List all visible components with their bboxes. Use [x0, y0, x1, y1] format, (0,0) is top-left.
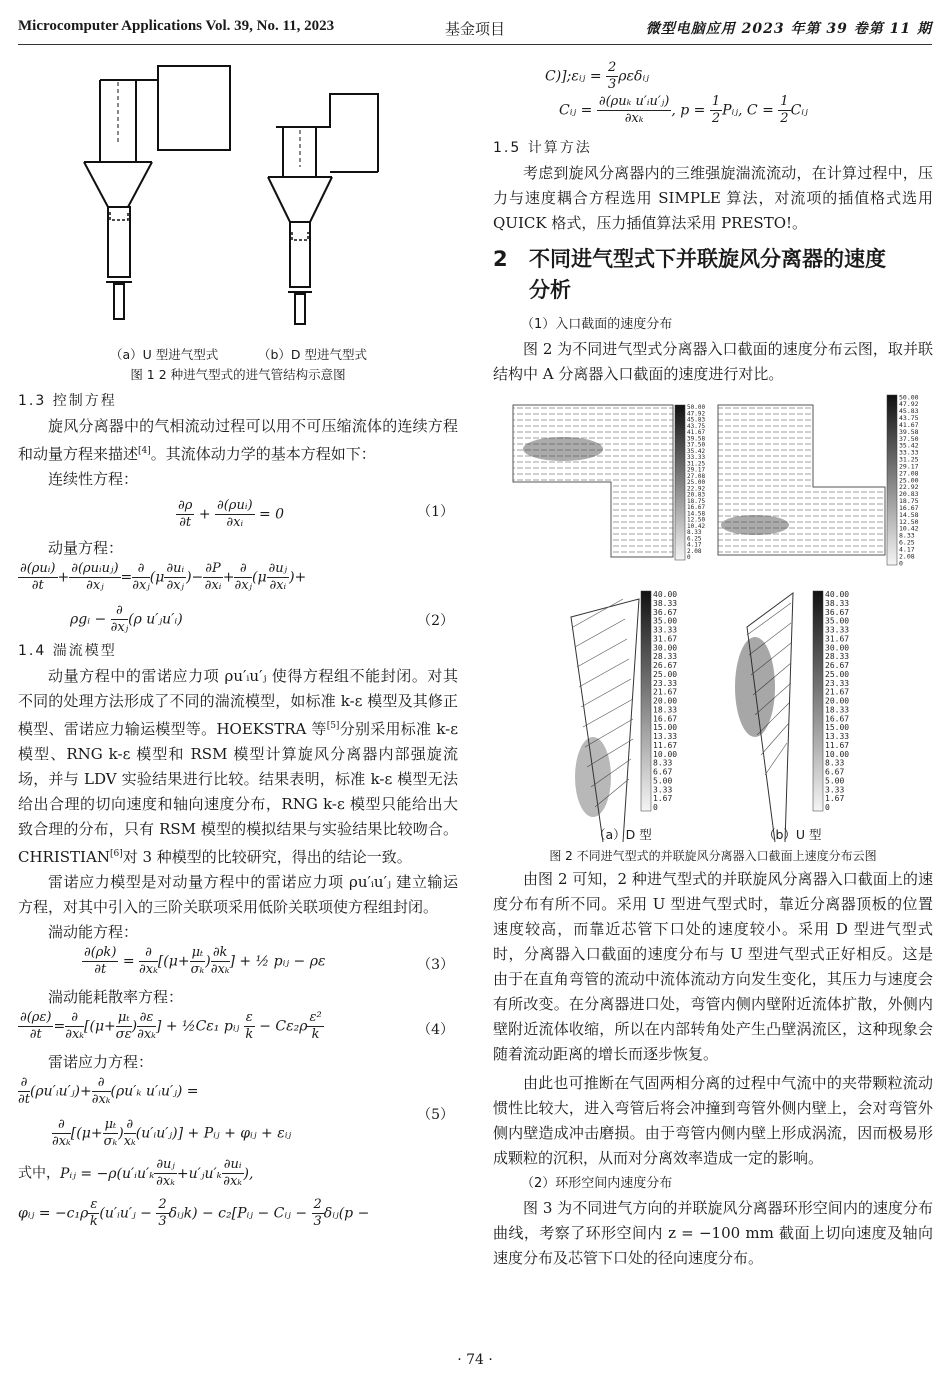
scale-tick-label: 15.00: [653, 723, 678, 733]
figure-2: [493, 387, 933, 845]
scale-tick-label: 33.33: [653, 625, 678, 635]
where-label: 式中，: [18, 1165, 60, 1182]
scale-tick-label: 10.00: [825, 749, 850, 759]
equation-cij: Cᵢⱼ = $\frac{\text{∂(ρuₖ u′ᵢu′ⱼ)}}{\text{∂xₖ}}$ , p = $\frac{1}{2}$ Pᵢⱼ, C = $\frac{1}{2}$ Cᵢⱼ: [559, 94, 808, 126]
sec2-heading: [493, 244, 933, 306]
fig2-discussion-1: 由图 2 可知，2 种进气型式的并联旋风分离器入口截面上的速度分布有所不同。采用 U 型进气型式时，靠近分离器顶板的位置速度较高，而靠近芯管下口处的速度较小。采用 D 型进气型式时，分离器入口截面的速度分布与 U 型进气型式正好相反。这是由于在直角弯管的流动中流体流动方向发生变化，其压力与速度会有所改变。在分离器进口处，弯管内侧内壁附近流体扩散，外侧内壁附近流体收缩，所以在内部转角处产生凸壁涡流区，这种现象会随着流动距离的增长而逐步恢复。: [493, 870, 933, 1063]
scale-tick-label: 18.33: [653, 705, 678, 715]
scale-tick-label: 16.67: [687, 504, 706, 511]
scale-tick-label: 31.67: [653, 634, 678, 644]
eq1-number: （1）: [417, 504, 454, 520]
ref-4: [4]: [138, 446, 151, 456]
scale-tick-label: 28.33: [653, 652, 678, 662]
scale-tick-label: 4.17: [899, 545, 915, 554]
scale-tick-label: 33.33: [825, 625, 850, 635]
scale-tick-label: 6.67: [653, 767, 673, 777]
sec14-paragraph-1: [18, 664, 458, 870]
journal-name-cn: 微型电脑应用 2023 年第 39 卷第 11 期: [645, 21, 932, 37]
equation-4: $\frac{\partial(\rho\varepsilon)}{\partial t}$ = $\frac{\partial}{\text{∂xₖ}}$ [(μ+ $\frac{\text{μₜ}}{\sigma\varepsilon}$ ) $\frac{\partial\varepsilon}{\text{∂xₖ}}$ ] + ½Cε₁ pᵢⱼ $\frac{\varepsilon}{k}$ − Cε₂ρ $\frac{\text{ε²}}{k}$ （4）: [20, 1010, 454, 1042]
fig3-intro: 图 3 为不同进气方向的并联旋风分离器环形空间内的速度分布曲线，考察了环形空间内 z = −100 mm 截面上切向速度及轴向速度分布及芯管下口处的径向速度分布。: [493, 1199, 933, 1267]
figure-2-drawing: [493, 387, 933, 845]
scale-tick-label: 10.42: [687, 522, 706, 530]
scale-tick-label: 37.50: [687, 441, 706, 449]
scale-tick-label: 20.00: [653, 696, 678, 706]
scale-tick-label: 2.08: [899, 552, 915, 561]
scale-tick-label: 0: [825, 803, 830, 812]
scale-tick-label: 40.00: [653, 590, 678, 599]
scale-tick-label: 1.67: [653, 794, 673, 804]
contour-u-top: [718, 395, 897, 565]
scale-tick-label: 27.08: [899, 469, 919, 478]
sec2-number: 2: [493, 247, 508, 271]
scale-tick-label: 35.00: [653, 616, 678, 626]
sec13-p1-tail: 。其流体动力学的基本方程如下：: [150, 445, 376, 463]
scale-tick-label: 22.92: [687, 485, 706, 493]
equation-3: $\frac{\partial(\rho k)}{\partial t}$ = $\frac{\partial}{\text{∂xₖ}}$ [(μ+ $\frac{\text{μₜ}}{\text{σₖ}}$ ) $\frac{\partial k}{\text{∂xₖ}}$ ] + ½ pᵢⱼ − ρε （3）: [84, 945, 454, 977]
tke-label: 湍动能方程：: [48, 923, 139, 941]
fig1-sub-a: （a）U 型进气型式: [110, 347, 219, 362]
scale-tick-label: 10.42: [899, 524, 919, 533]
scale-tick-label: 8.33: [687, 529, 702, 536]
sec14-p1-b: 分别采用标准 k-ε 模型、RNG k-ε 模型和 RSM 模型计算旋风分离器内部强旋流场，并与 LDV 实验结果进行比较。结果表明，标准 k-ε 模型无法给出合理的切向速度和轴向速度分布，RNG k-ε 模型只能给出大致合理的分布，只有 RSM 模型的模拟结果与实验结果比较吻合。CHRISTIAN: [18, 720, 458, 866]
vector-plot-d: [571, 591, 651, 842]
scale-tick-label: 0: [899, 559, 903, 568]
sec15-paragraph: 考虑到旋风分离器内的三维强旋湍流流动，在计算过程中，压力与速度耦合方程选用 SIMPLE 算法，对流项的插值格式选用 QUICK 格式，压力插值算法采用 PRESTO!。: [493, 164, 933, 232]
scale-tick-label: 3.33: [825, 785, 845, 795]
fig1-caption: 图 1 2 种进气型式的进气管结构示意图: [130, 367, 346, 382]
scale-tick-label: 8.33: [653, 758, 673, 768]
equation-pij: 式中，Pᵢⱼ = −ρ(u′ᵢu′ₖ $\frac{\text{∂uⱼ}}{\text{∂xₖ}}$ +u′ⱼu′ₖ $\frac{\text{∂uᵢ}}{\text{∂xₖ}}$ ),: [18, 1157, 254, 1189]
rs-label: 雷诺应力方程：: [48, 1053, 154, 1071]
equation-1: $\frac{\partial\rho}{\partial t}$ + $\frac{\text{∂(ρuᵢ)}}{\text{∂xᵢ}}$ = 0 （1）: [178, 498, 454, 530]
scale-tick-label: 21.67: [653, 687, 678, 697]
eq3-number: （3）: [417, 957, 454, 973]
sec13-title: 1.3 控制方程: [18, 393, 117, 409]
fig2-intro: 图 2 为不同进气型式分离器入口截面的速度分布云图，取并联结构中 A 分离器入口截面的速度进行对比。: [493, 340, 933, 383]
scale-tick-label: 3.33: [653, 785, 673, 795]
scale-tick-label: 50.00: [899, 393, 919, 402]
scale-tick-label: 0: [653, 803, 658, 812]
eps-label: 湍动能耗散率方程：: [48, 988, 184, 1006]
equation-cont: C)];εᵢⱼ = $\frac{2}{3}$ ρεδᵢⱼ: [545, 60, 649, 92]
scale-tick-label: 20.83: [687, 491, 706, 499]
scale-tick-label: 6.25: [899, 538, 915, 547]
scale-tick-label: 39.58: [899, 427, 919, 436]
scale-tick-label: 18.33: [825, 705, 850, 715]
scale-tick-label: 33.33: [899, 448, 919, 457]
scale-tick-label: 38.33: [653, 598, 678, 608]
sec2-title-line2: 分析: [529, 278, 571, 302]
scale-tick-label: 11.67: [653, 740, 678, 750]
scale-tick-label: 8.33: [825, 758, 845, 768]
subsection-1: （1）入口截面的速度分布: [521, 317, 673, 332]
scale-tick-label: 31.67: [825, 634, 850, 644]
scale-tick-label: 47.92: [687, 410, 706, 418]
vector-plot-u: [735, 591, 823, 842]
scale-tick-label: 6.67: [825, 767, 845, 777]
subsection-2: （2）环形空间内速度分布: [521, 1176, 673, 1191]
momentum-label: 动量方程：: [48, 539, 124, 557]
scale-tick-label: 31.25: [687, 460, 706, 468]
scale-tick-label: 20.00: [825, 696, 850, 706]
sec13-p1: 旋风分离器中的气相流动过程可以用不可压缩流体的连续方程和动量方程来描述: [18, 417, 458, 463]
sec2-title-line1: 不同进气型式下并联旋风分离器的速度: [529, 247, 886, 271]
scale-tick-label: 16.67: [825, 714, 850, 724]
header-rule: [18, 44, 932, 45]
scale-tick-label: 21.67: [825, 687, 850, 697]
scale-tick-label: 26.67: [825, 661, 850, 670]
scale-tick-label: 2.08: [687, 547, 702, 555]
scale-tick-label: 37.50: [899, 434, 919, 443]
figure-1-drawing: [18, 52, 458, 342]
scale-tick-label: 14.58: [899, 510, 919, 519]
scale-tick-label: 35.00: [825, 616, 850, 626]
scale-tick-label: 22.92: [899, 483, 919, 492]
equation-2: $\frac{\text{∂(ρuᵢ)}}{\partial t}$ + $\frac{\text{∂(ρuᵢuⱼ)}}{\text{∂xⱼ}}$ = $\frac{\partial}{\text{∂xⱼ}}$ (μ $\frac{\text{∂uᵢ}}{\text{∂xⱼ}}$ )− $\frac{\partial P}{\text{∂xᵢ}}$ + $\frac{\partial}{\text{∂xⱼ}}$ (μ $\frac{\text{∂uⱼ}}{\text{∂xᵢ}}$ )+ ρgᵢ − $\frac{\partial}{\text{∂xⱼ}}$ (ρ u′ⱼu′ᵢ) （2）: [20, 561, 454, 635]
equation-phi: φᵢⱼ = −c₁ρ $\frac{\varepsilon}{k}$ (u′ᵢu′ⱼ − $\frac{2}{3}$ δᵢⱼk) − c₂[Pᵢⱼ − Cᵢⱼ − $\frac{2}{3}$ δᵢⱼ(p −: [18, 1197, 370, 1229]
scale-tick-label: 16.67: [653, 714, 678, 724]
right-column: [493, 52, 933, 1271]
scale-tick-label: 15.00: [825, 723, 850, 733]
scale-tick-label: 23.33: [825, 678, 850, 688]
sec14-title: 1.4 湍流模型: [18, 643, 117, 659]
scale-tick-label: 39.58: [687, 435, 706, 443]
scale-tick-label: 20.83: [899, 490, 919, 499]
scale-tick-label: 45.83: [899, 407, 919, 416]
fig2-caption: 图 2 不同进气型式的并联旋风分离器入口截面上速度分布云图: [549, 849, 877, 863]
scale-bottom-right: [825, 590, 849, 812]
scale-tick-label: 12.50: [687, 516, 706, 524]
scale-tick-label: 18.75: [899, 497, 919, 505]
scale-tick-label: 6.25: [687, 535, 702, 543]
scale-tick-label: 8.33: [899, 531, 915, 540]
sec14-paragraph-2: 雷诺应力模型是对动量方程中的雷诺应力项 ρu′ᵢu′ⱼ 建立输运方程，对其中引入的三阶关联项采用低阶关联项使方程组封闭。: [18, 873, 458, 916]
eq4-number: （4）: [417, 1022, 454, 1038]
scale-tick-label: 10.00: [653, 749, 678, 759]
sec14-p1: 动量方程中的雷诺应力项 ρu′ᵢu′ⱼ 使得方程组不能封闭。对其不同的处理方法形成了不同的湍流模型，如标准 k-ε 模型及其修正模型、雷诺应力输运模型等。HOEKSTRA 等: [18, 667, 458, 738]
scale-tick-label: 31.25: [899, 455, 919, 464]
scale-tick-label: 13.33: [825, 732, 850, 741]
scale-tick-label: 11.67: [825, 740, 850, 750]
scale-tick-label: 41.67: [899, 420, 919, 429]
scale-tick-label: 27.08: [687, 472, 706, 480]
scale-tick-label: 26.67: [653, 661, 678, 670]
scale-tick-label: 38.33: [825, 598, 850, 608]
fig2-sub-b: （b）U 型: [763, 827, 822, 842]
scale-top-right: [899, 393, 919, 567]
scale-top-left: [687, 404, 705, 561]
eq5-number: （5）: [417, 1107, 454, 1123]
scale-tick-label: 30.00: [825, 643, 850, 653]
fig2-sub-a: （a）D 型: [593, 827, 652, 842]
sec13-paragraph: [18, 414, 458, 467]
scale-tick-label: 13.33: [653, 732, 678, 741]
scale-tick-label: 16.67: [899, 503, 919, 512]
scale-tick-label: 29.17: [899, 462, 919, 471]
category-label: 基金项目: [444, 20, 505, 38]
scale-tick-label: 12.50: [899, 517, 919, 526]
scale-tick-label: 0: [687, 554, 691, 561]
scale-tick-label: 5.00: [653, 776, 673, 786]
scale-tick-label: 36.67: [825, 607, 850, 617]
scale-tick-label: 30.00: [653, 643, 678, 653]
ref-5: [5]: [326, 721, 340, 731]
fig1-sub-b: （b）D 型进气型式: [258, 347, 368, 362]
scale-tick-label: 14.58: [687, 510, 706, 518]
left-column: [18, 52, 458, 1237]
scale-tick-label: 4.17: [687, 541, 702, 549]
scale-tick-label: 5.00: [825, 776, 845, 786]
page-number: · 74 ·: [457, 1352, 493, 1368]
scale-tick-label: 45.83: [687, 416, 706, 424]
scale-tick-label: 36.67: [653, 607, 678, 617]
scale-tick-label: 50.00: [687, 404, 706, 411]
scale-tick-label: 23.33: [653, 678, 678, 688]
scale-tick-label: 25.00: [687, 479, 706, 486]
contour-d-top: [513, 405, 685, 560]
scale-tick-label: 35.42: [687, 447, 706, 455]
scale-tick-label: 25.00: [899, 476, 919, 485]
scale-tick-label: 25.00: [825, 669, 850, 679]
scale-tick-label: 40.00: [825, 590, 850, 599]
ref-6: [6]: [109, 849, 123, 859]
scale-tick-label: 47.92: [899, 400, 919, 409]
scale-tick-label: 28.33: [825, 652, 850, 662]
scale-tick-label: 1.67: [825, 794, 845, 804]
journal-name: Microcomputer Applications Vol. 39, No. 11, 2023: [18, 18, 335, 34]
sec14-p1-c: 对 3 种模型的比较研究，得出的结论一致。: [122, 848, 412, 866]
continuity-label: 连续性方程：: [48, 470, 139, 488]
fig2-discussion-2: 由此也可推断在气固两相分离的过程中气流中的夹带颗粒流动惯性比较大，进入弯管后将会冲撞到弯管外侧内壁上，会对弯管外侧内壁造成冲击磨损。由于弯管内侧内壁上形成涡流，因而极易形成颗粒的沉积，从而对分离效率造成一定的影响。: [493, 1074, 933, 1167]
sec15-title: 1.5 计算方法: [493, 140, 592, 156]
scale-tick-label: 41.67: [687, 429, 706, 436]
page-header: [0, 0, 950, 44]
scale-tick-label: 29.17: [687, 466, 706, 474]
equation-5: $\frac{\partial}{\partial t}$ (ρu′ᵢu′ⱼ)+ $\frac{\partial}{\text{∂xₖ}}$ (ρu′ₖ u′ᵢu′ⱼ) = $\frac{\partial}{\text{∂xₖ}}$ [(μ+ $\frac{\text{μₜ}}{\text{σₖ}}$ ) $\frac{\partial}{\text{xₖ}}$ (u′ᵢu′ⱼ)] + Pᵢⱼ + φᵢⱼ + εᵢⱼ （5）: [18, 1075, 454, 1149]
scale-tick-label: 35.42: [899, 441, 919, 450]
scale-bottom-left: [653, 590, 677, 812]
scale-tick-label: 25.00: [653, 669, 678, 679]
scale-tick-label: 33.33: [687, 454, 706, 461]
scale-tick-label: 43.75: [899, 414, 919, 422]
eq2-number: （2）: [417, 613, 454, 629]
scale-tick-label: 18.75: [687, 497, 706, 505]
figure-1: [18, 52, 458, 342]
scale-tick-label: 43.75: [687, 422, 706, 430]
